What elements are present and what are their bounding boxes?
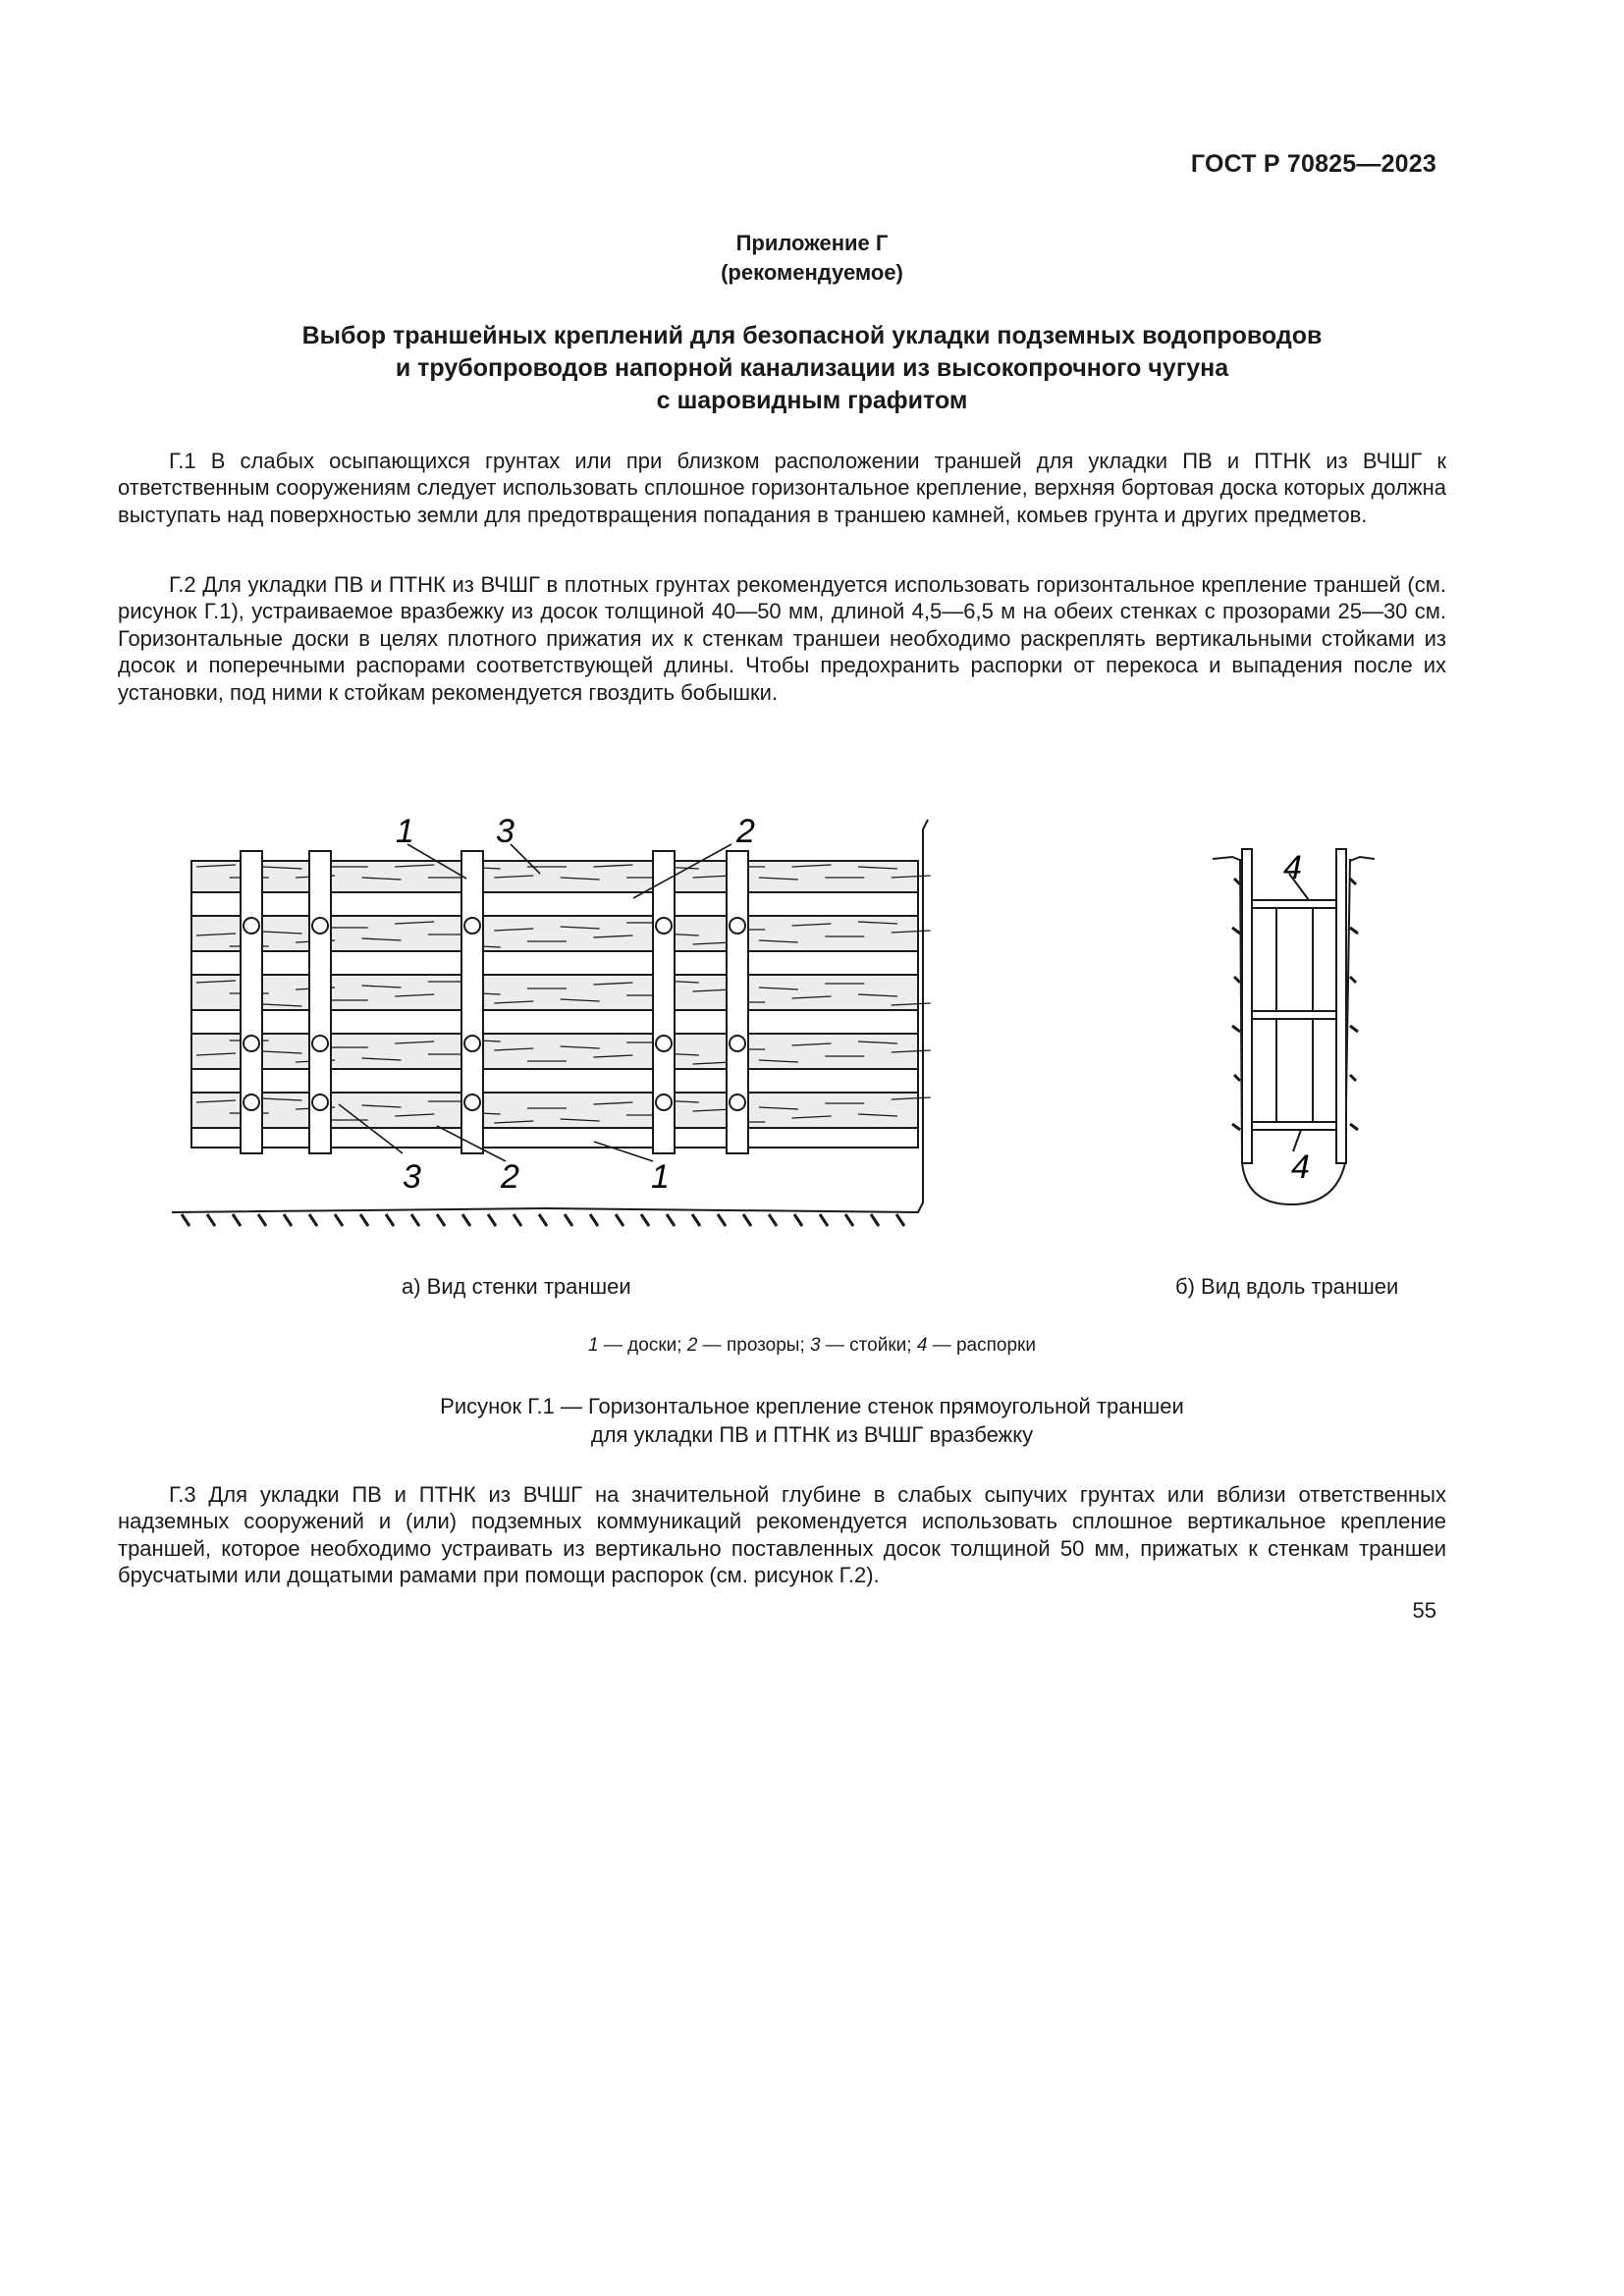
trench-along-view-drawing <box>1203 839 1380 1232</box>
wall-gap <box>191 951 918 975</box>
page-number: 55 <box>1412 1598 1436 1623</box>
ground-hatch <box>233 1214 241 1226</box>
paragraph-g1-text: Г.1 В слабых осыпающихся грунтах или при близком расположении траншей для укладки ПВ и ПТНК из ВЧШГ к ответственным сооружениям следует использовать сплошное горизонтальное крепление, верхняя бортовая доска которых должна выступать над поверхностью земли для предотвращения попадания в траншею камней, комьев грунта и других предметов. <box>118 449 1446 527</box>
legend-num-4: 4 <box>916 1335 928 1356</box>
ground-hatch <box>386 1214 394 1226</box>
appendix-label: Приложение Г <box>735 231 889 255</box>
ground-hatch <box>462 1214 470 1226</box>
ground-hatch <box>182 1214 189 1226</box>
ground-hatch <box>590 1214 598 1226</box>
paragraph-g3 <box>118 1481 1446 1589</box>
ground-hatch <box>335 1214 343 1226</box>
paragraph-g2 <box>118 571 1446 706</box>
legend-text-2: — прозоры; <box>697 1335 811 1356</box>
ground-hatch <box>871 1214 879 1226</box>
ground-hatch <box>794 1214 802 1226</box>
ground-hatch <box>565 1214 572 1226</box>
figure-title-line2: для укладки ПВ и ПТНК из ВЧШГ вразбежку <box>590 1422 1034 1447</box>
wall-board <box>191 1093 918 1128</box>
ground-hatch <box>641 1214 649 1226</box>
ground-hatch <box>718 1214 726 1226</box>
post-block <box>464 918 480 934</box>
appendix-title-line3: с шаровидным графитом <box>656 387 968 414</box>
post-block <box>244 918 259 934</box>
post-block <box>312 1036 328 1051</box>
legend-num-2: 2 <box>686 1335 698 1356</box>
post-block <box>656 1036 672 1051</box>
legend-text-1: — доски; <box>598 1335 687 1356</box>
post-block <box>464 1036 480 1051</box>
ground-hatch <box>488 1214 496 1226</box>
legend-text-4: — распорки <box>927 1335 1036 1356</box>
post-block <box>244 1036 259 1051</box>
ground-hatch <box>207 1214 215 1226</box>
ground-hatch <box>360 1214 368 1226</box>
ground-hatch <box>820 1214 828 1226</box>
ground-hatch <box>309 1214 317 1226</box>
ground-hatch <box>539 1214 547 1226</box>
caption-wall-view: а) Вид стенки траншеи <box>402 1274 631 1299</box>
post-block <box>730 918 745 934</box>
post-block <box>312 918 328 934</box>
label-top-1: 1 <box>396 813 414 850</box>
appendix-status: (рекомендуемое) <box>721 260 903 285</box>
caption-along-view: б) Вид вдоль траншеи <box>1175 1274 1399 1299</box>
wall-gap <box>191 1010 918 1034</box>
label-bottom-1: 1 <box>651 1158 670 1196</box>
wall-board <box>191 1034 918 1069</box>
wall-gap <box>191 1069 918 1093</box>
label-strut-top-4: 4 <box>1283 849 1302 886</box>
post-block <box>464 1095 480 1110</box>
paragraph-g2-text: Г.2 Для укладки ПВ и ПТНК из ВЧШГ в плотных грунтах рекомендуется использовать горизонтальное крепление траншей (см. рисунок Г.1), устраиваемое вразбежку из досок толщиной 40—50 мм, длиной 4,5—6,5 м на обеих стенках с прозорами 25—30 см. Горизонтальные доски в целях плотного прижатия их к стенкам траншеи необходимо раскреплять вертикальными стойками из досок и поперечными распорами соответствующей длины. Чтобы предохранить распорки от перекоса и выпадения после их установки, под ними к стойкам рекомендуется гвоздить бобышки. <box>118 572 1446 705</box>
ground-hatch <box>845 1214 853 1226</box>
ground-hatch <box>258 1214 266 1226</box>
ground-hatch <box>616 1214 623 1226</box>
appendix-title-line2: и трубопроводов напорной канализации из высокопрочного чугуна <box>395 354 1229 382</box>
post-block <box>730 1095 745 1110</box>
post-block <box>656 1095 672 1110</box>
ground-hatch <box>743 1214 751 1226</box>
label-bottom-2: 2 <box>501 1158 519 1196</box>
appendix-title-line1: Выбор траншейных креплений для безопасной укладки подземных водопроводов <box>301 322 1323 349</box>
ground-hatch <box>514 1214 521 1226</box>
label-strut-bottom-4: 4 <box>1291 1148 1310 1186</box>
paragraph-g1 <box>118 448 1446 528</box>
figure-legend <box>0 1335 1624 1357</box>
standard-number: ГОСТ Р 70825—2023 <box>1190 150 1436 178</box>
ground-hatch <box>411 1214 419 1226</box>
ground-hatch <box>667 1214 675 1226</box>
ground-hatch <box>692 1214 700 1226</box>
ground-hatch <box>896 1214 904 1226</box>
wall-gap <box>191 892 918 916</box>
ground-hatch <box>437 1214 445 1226</box>
post-block <box>730 1036 745 1051</box>
figure-title-line1: Рисунок Г.1 — Горизонтальное крепление стенок прямоугольной траншеи <box>440 1394 1184 1418</box>
post-block <box>656 918 672 934</box>
legend-num-1: 1 <box>588 1335 599 1356</box>
post-block <box>312 1095 328 1110</box>
label-bottom-3: 3 <box>403 1158 421 1196</box>
ground-hatch <box>284 1214 292 1226</box>
trench-wall-view-drawing <box>172 810 957 1242</box>
label-top-2: 2 <box>736 813 755 850</box>
wall-board <box>191 975 918 1010</box>
wall-gap <box>191 1128 918 1148</box>
paragraph-g3-text: Г.3 Для укладки ПВ и ПТНК из ВЧШГ на значительной глубине в слабых сыпучих грунтах или вблизи ответственных надземных сооружений и (или) подземных коммуникаций рекомендуется использовать сплошное вертикальное крепление траншей, которое необходимо устраивать из вертикально поставленных досок толщиной 50 мм, прижатых к стенкам траншеи брусчатыми или дощатыми рамами при помощи распорок (см. рисунок Г.2). <box>118 1482 1446 1588</box>
label-top-3: 3 <box>496 813 514 850</box>
legend-text-3: — стойки; <box>820 1335 917 1356</box>
legend-num-3: 3 <box>810 1335 821 1356</box>
post-block <box>244 1095 259 1110</box>
ground-hatch <box>769 1214 777 1226</box>
